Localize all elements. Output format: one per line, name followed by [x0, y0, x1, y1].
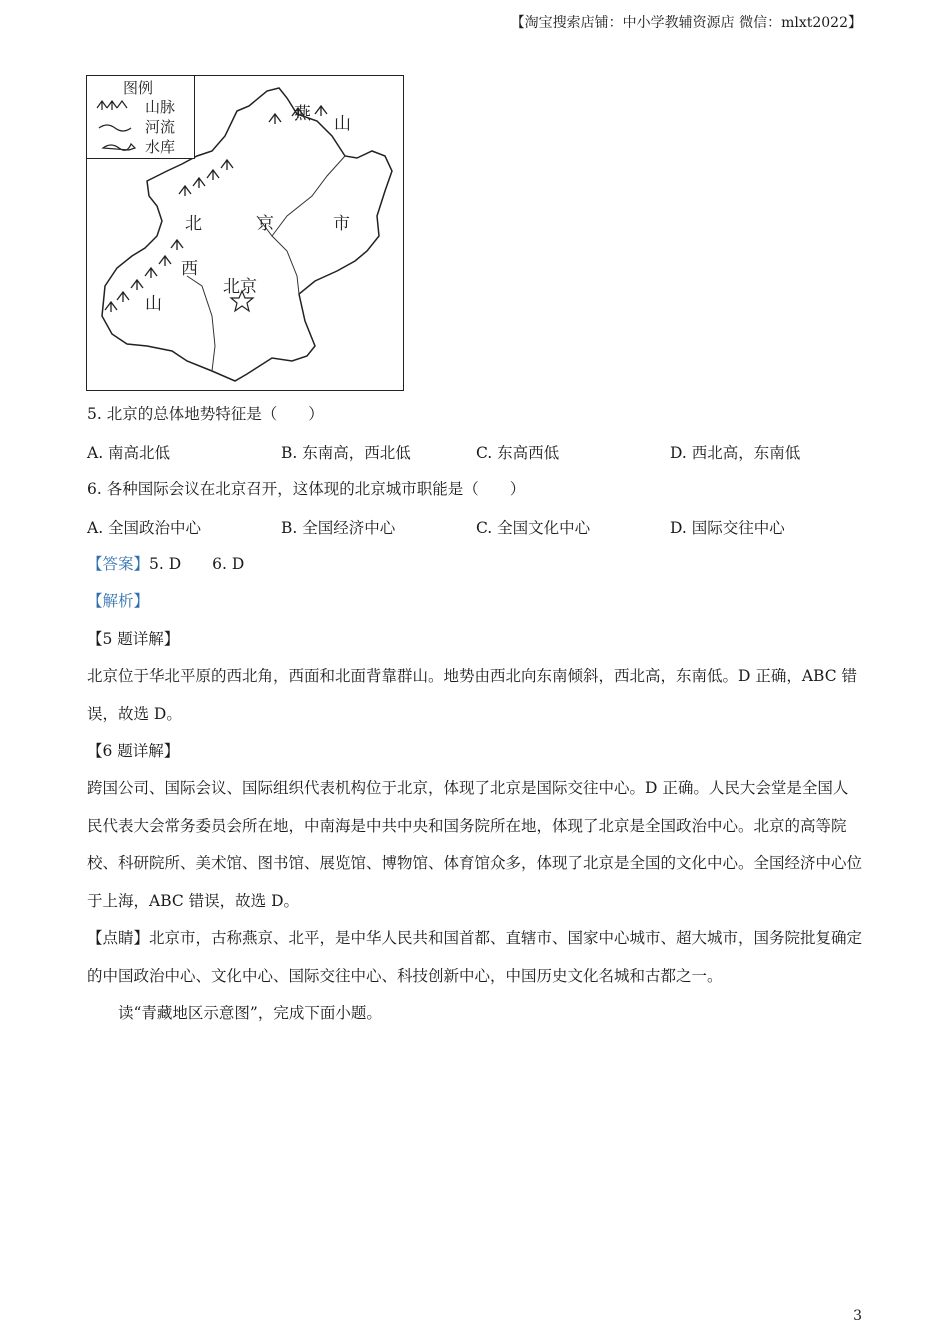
detail-6-body: 跨国公司、国际会议、国际组织代表机构位于北京，体现了北京是国际交往中心。D 正确。人民大会堂是全国人民代表大会常务委员会所在地，中南海是中共中央和国务院所在地，体现了北京是全国政治中心。北京的高等院校、科研院所、美术馆、图书馆、展览馆、博物馆、体育馆众多，体现了北京是全国的文化中心。全国经济中心位于上海，ABC 错误，故选 D。	[87, 779, 863, 910]
analysis-tag: 【解析】	[87, 592, 150, 610]
page-number: 3	[853, 1308, 862, 1324]
legend-reservoir-label: 水库	[145, 138, 176, 156]
q6-option-d: D. 国际交往中心	[670, 519, 785, 537]
map-label-capital: 北京	[223, 277, 257, 297]
map-label-xi: 西	[181, 259, 198, 279]
q5-option-b: B. 东南高，西北低	[281, 444, 411, 462]
detail-5-title: 【5 题详解】	[87, 630, 180, 648]
q6-option-b: B. 全国经济中心	[281, 519, 396, 537]
detail-6-title: 【6 题详解】	[87, 742, 180, 760]
q5-option-d: D. 西北高，东南低	[670, 444, 801, 462]
page-header: 【淘宝搜索店铺：中小学教辅资源店 微信：mlxt2022】	[510, 15, 862, 31]
map-label-yan: 燕	[294, 104, 311, 124]
map-label-shan-north: 山	[334, 114, 351, 134]
answer-line	[87, 553, 244, 575]
detail-5-body: 北京位于华北平原的西北角，西面和北面背靠群山。地势由西北向东南倾斜，西北高，东南低。D 正确，ABC 错误，故选 D。	[87, 667, 858, 723]
q5-option-a: A. 南高北低	[87, 444, 171, 462]
legend-title: 图例	[123, 79, 154, 97]
legend-river-label: 河流	[145, 118, 176, 136]
map-label-shi: 市	[333, 214, 350, 234]
q5-stem: 5. 北京的总体地势特征是（ ）	[87, 405, 324, 423]
q6-option-a: A. 全国政治中心	[87, 519, 202, 537]
q5-option-c: C. 东高西低	[476, 444, 560, 462]
tip-paragraph: 【点睛】北京市，古称燕京、北平，是中华人民共和国首都、直辖市、国家中心城市、超大城市，国务院批复确定的中国政治中心、文化中心、国际交往中心、科技创新中心，中国历史文化名城和古都之一。	[87, 929, 863, 985]
map-legend	[87, 76, 195, 159]
map-label-bei: 北	[185, 214, 202, 234]
q6-option-c: C. 全国文化中心	[476, 519, 591, 537]
next-question-intro: 读“青藏地区示意图”，完成下面小题。	[118, 1004, 382, 1022]
map-label-shan-west: 山	[145, 294, 162, 314]
answer-text: 5. D 6. D	[149, 555, 245, 573]
beijing-map	[86, 75, 404, 391]
map-label-jing: 京	[257, 214, 274, 234]
answer-tag: 【答案】	[87, 555, 150, 573]
legend-mountain-label: 山脉	[145, 98, 176, 116]
q6-stem: 6. 各种国际会议在北京召开，这体现的北京城市职能是（ ）	[87, 480, 526, 498]
